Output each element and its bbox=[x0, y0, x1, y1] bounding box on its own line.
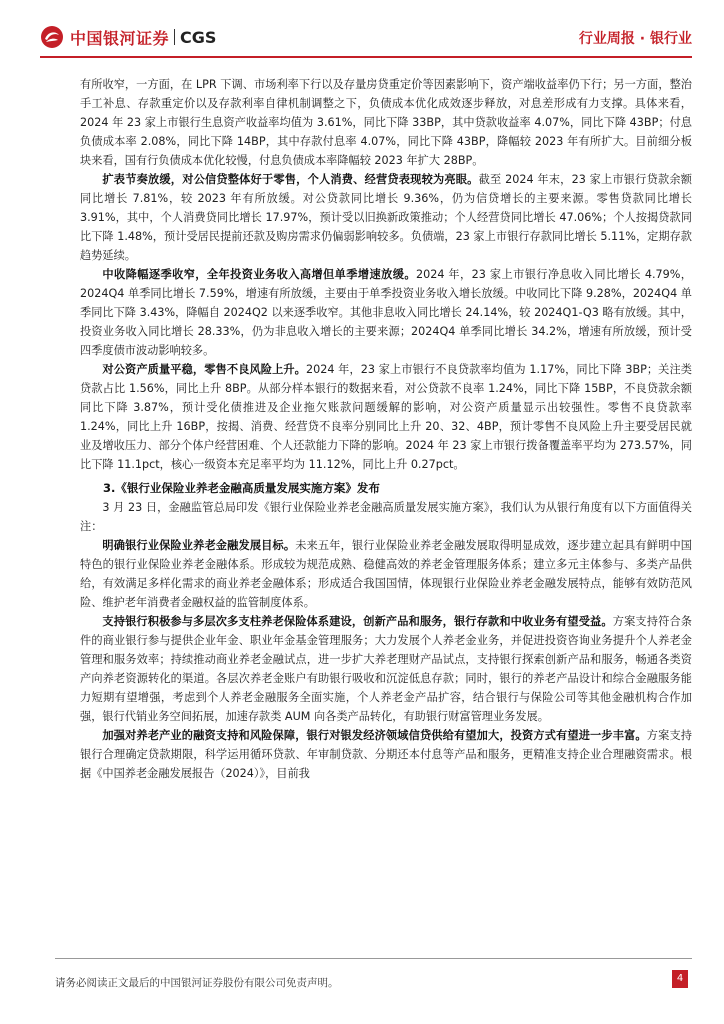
paragraph-net-interest-margin: 有所收窄，一方面，在 LPR 下调、市场利率下行以及存量房贷重定价等因素影响下，资产端收益率仍下行；另一方面，整治手工补息、存款重定价以及存款利率自律机制调整之下，负债成本优化成效逐步释放，对息差形成有力支撑。具体来看，2024 年 23 家上市银行生息资产收益率均值为 3.61%，同比下降 33BP，其中贷款收益率 4.07%，同比下降 43BP；付息负债成本率 2.08%，同比下降 14BP，其中存款付息率 4.07%，同比下降 43BP，降幅较 2023 年有所扩大。目前细分板块来看，国有行负债成本优化较慢，付息负债成本率降幅较 2023 年扩大 28BP。 bbox=[80, 78, 692, 167]
brand-separator bbox=[174, 29, 175, 45]
paragraph-text: 2024 年，23 家上市银行不良贷款率均值为 1.17%，同比下降 3BP；关注类贷款占比 1.56%，同比上升 8BP。从部分样本银行的数据来看，对公贷款不良率 1.24%，同比下降 15BP，不良贷款余额同比下降 3.87%，预计受化债推进及企业拖欠账款问题缓解的影响，对公资产质量显示出较强性。零售不良贷款率 1.24%，同比上升 16BP，按揭、消费、经营贷不良率分别同比上升 20、32、4BP，预计零售不良风险上升主要受居民就业及增收压力、部分个体户经营困难、个人还款能力下降的影响。2024 年 23 家上市银行拨备覆盖率平均为 273.57%，同比下降 11.1pct，核心一级资本充足率平均为 11.12%，同比上升 0.27pct。 bbox=[80, 363, 692, 471]
section-heading: 3.《银行业保险业养老金融高质量发展实施方案》发布 bbox=[103, 481, 380, 495]
paragraph-text: 方案支持银行合理确定贷款期限，科学运用循环贷款、年审制贷款、分期还本付息等产品和服务，更精准支持企业合理融资需求。根据《中国养老金融发展报告（2024）》，目前我 bbox=[80, 729, 692, 780]
footer-disclaimer: 请务必阅读正文最后的中国银河证券股份有限公司免责声明。 bbox=[55, 977, 339, 989]
paragraph-lead: 对公资产质量平稳，零售不良风险上升。 bbox=[102, 363, 306, 376]
paragraph-lead: 支持银行积极参与多层次多支柱养老保险体系建设，创新产品和服务，银行存款和中收业务有望受益。 bbox=[102, 615, 613, 628]
brand-name-cn: 中国银河证券 bbox=[70, 28, 170, 48]
brand-logo bbox=[40, 25, 216, 49]
paragraph-elderly-industry bbox=[80, 726, 692, 783]
page-header bbox=[0, 0, 724, 62]
paragraph-fee-income bbox=[80, 265, 692, 360]
paragraph-policy-goal bbox=[80, 536, 692, 612]
paragraph-lead: 中收降幅逐季收窄，全年投资业务收入高增但单季增速放缓。 bbox=[102, 268, 416, 281]
paragraph-text: 2024 年，23 家上市银行净息收入同比增长 4.79%，2024Q4 单季同比增长 7.59%，增速有所放缓，主要由于单季投资业务收入增长放缓。中收同比下降 9.28%，2024Q4 单季同比下降 3.43%，降幅自 2024Q2 以来逐季收窄。其他非息收入同比增长 24.14%，较 2024Q1-Q3 略有放缓。其中，投资业务收入同比增长 28.33%，仍为非息收入增长的主要来源；2024Q4 单季同比增长 34.2%，增速有所放缓，预计受四季度债市波动影响较多。 bbox=[80, 268, 692, 357]
paragraph-pension-products bbox=[80, 612, 692, 726]
paragraph-lead: 扩表节奏放缓，对公信贷整体好于零售，个人消费、经营贷表现较为亮眼。 bbox=[102, 173, 479, 186]
paragraph-lead: 明确银行业保险业养老金融发展目标。 bbox=[102, 539, 296, 552]
paragraph-policy-intro: 3 月 23 日，金融监管总局印发《银行业保险业养老金融高质量发展实施方案》，我们认为从银行角度有以下方面值得关注： bbox=[80, 501, 692, 533]
paragraph-loan-growth bbox=[80, 170, 692, 265]
paragraph-asset-quality bbox=[80, 360, 692, 474]
galaxy-logo-icon bbox=[40, 25, 64, 49]
report-body bbox=[80, 75, 692, 783]
footer-divider bbox=[55, 958, 692, 959]
page-number: 4 bbox=[672, 970, 688, 988]
paragraph-lead: 加强对养老产业的融资支持和风险保障，银行对银发经济领域信贷供给有望加大，投资方式有望进一步丰富。 bbox=[102, 729, 647, 742]
header-divider bbox=[40, 56, 692, 58]
paragraph-text: 方案支持符合条件的商业银行参与提供企业年金、职业年金基金管理服务；大力发展个人养老金业务，并促进投资咨询业务提升个人养老金管理和服务效率；持续推动商业养老金融试点，进一步扩大养老理财产品试点，支持银行探索创新产品和服务，畅通各类资产向养老资源转化的渠道。各层次养老金账户有助银行吸收和沉淀低息存款；同时，银行的养老产品设计和综合金融服务能力短期有望增强，考虑到个人养老金融服务全面实施，个人养老金产品扩容，结合银行与保险公司等其他金融机构合作加强，银行代销业务空间拓展，加速存款类 AUM 向各类产品转化，有助银行财富管理业务发展。 bbox=[80, 615, 692, 723]
brand-name-en: CGS bbox=[180, 27, 217, 47]
paragraph-text: 未来五年，银行业保险业养老金融发展取得明显成效，逐步建立起具有鲜明中国特色的银行业保险业养老金融体系。形成较为规范成熟、稳健高效的养老金管理服务体系；建立多元主体参与、多类产品供给，有效满足多样化需求的商业养老金融体系；形成适合我国国情，体现银行业保险业养老金融发展特点，能够有效防范风险、维护老年消费者金融权益的监管制度体系。 bbox=[80, 539, 692, 609]
paragraph-text: 截至 2024 年末，23 家上市银行贷款余额同比增长 7.81%，较 2023 年有所放缓。对公贷款同比增长 9.36%，仍为信贷增长的主要来源。零售贷款同比增长 3.91%，其中，个人消费贷同比增长 17.97%，预计受以旧换新政策推动；个人经营贷同比增长 47.06%；个人按揭贷款同比下降 1.48%，预计受居民提前还款及购房需求仍偏弱影响较多。负债端，23 家上市银行存款同比增长 5.11%，定期存款趋势延续。 bbox=[80, 173, 692, 262]
report-type-label: 行业周报 · 银行业 bbox=[578, 31, 692, 47]
